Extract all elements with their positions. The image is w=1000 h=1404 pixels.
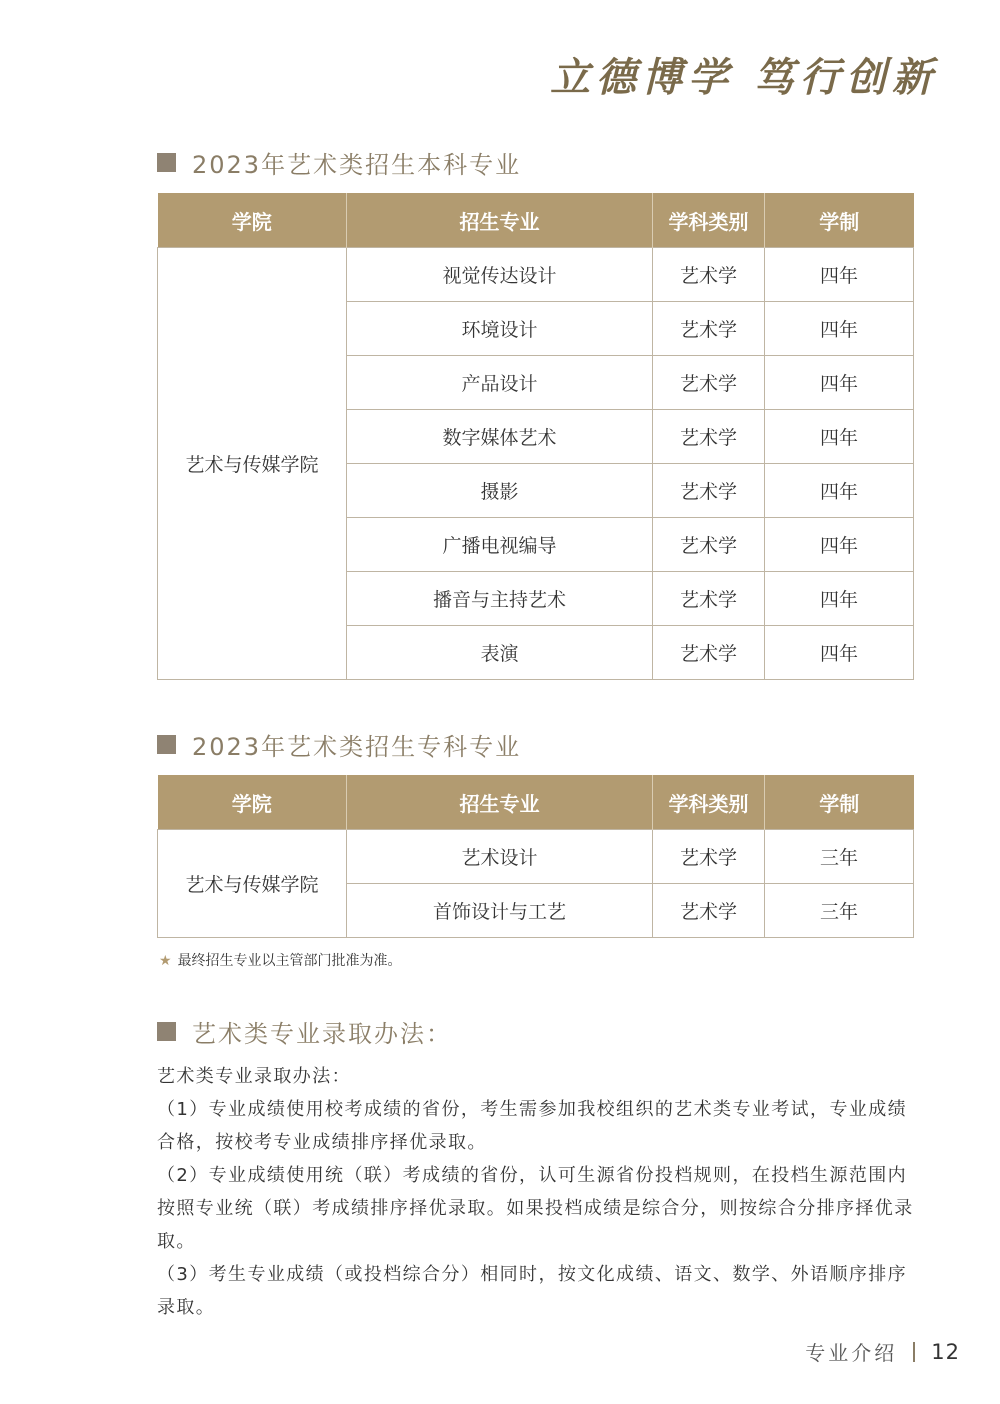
- star-icon: ★: [159, 953, 172, 969]
- rule-paragraph: （3）考生专业成绩（或投档综合分）相同时，按文化成绩、语文、数学、外语顺序排序录取。: [157, 1264, 908, 1318]
- category-cell: 艺术学: [653, 626, 765, 680]
- major-cell: 摄影: [347, 464, 653, 518]
- header-duration: 学制: [765, 775, 914, 830]
- duration-cell: 四年: [765, 248, 914, 302]
- motto-calligraphy: 立德博学 笃行创新: [550, 54, 938, 101]
- major-cell: 表演: [347, 626, 653, 680]
- category-cell: 艺术学: [653, 830, 765, 884]
- footnote-text: 最终招生专业以主管部门批准为准。: [177, 953, 402, 969]
- category-cell: 艺术学: [653, 884, 765, 938]
- major-cell: 产品设计: [347, 356, 653, 410]
- admission-rules-text: [157, 1060, 917, 1324]
- header-college: 学院: [158, 775, 347, 830]
- category-cell: 艺术学: [653, 410, 765, 464]
- page-number: 12: [931, 1339, 960, 1364]
- major-cell: 播音与主持艺术: [347, 572, 653, 626]
- college-cell: 艺术与传媒学院: [158, 830, 347, 938]
- footnote: [159, 950, 402, 970]
- header-major: 招生专业: [347, 775, 653, 830]
- duration-cell: 三年: [765, 830, 914, 884]
- major-cell: 环境设计: [347, 302, 653, 356]
- major-cell: 数字媒体艺术: [347, 410, 653, 464]
- duration-cell: 四年: [765, 518, 914, 572]
- duration-cell: 三年: [765, 884, 914, 938]
- section-title-text: 2023年艺术类招生本科专业: [192, 150, 522, 179]
- section-title-junior-college: [157, 729, 521, 759]
- page-footer: [805, 1337, 960, 1366]
- square-bullet-icon: [157, 153, 176, 172]
- duration-cell: 四年: [765, 572, 914, 626]
- duration-cell: 四年: [765, 464, 914, 518]
- major-cell: 广播电视编导: [347, 518, 653, 572]
- category-cell: 艺术学: [653, 248, 765, 302]
- duration-cell: 四年: [765, 302, 914, 356]
- major-cell: 艺术设计: [347, 830, 653, 884]
- junior-college-majors-table: [157, 775, 914, 938]
- major-cell: 视觉传达设计: [347, 248, 653, 302]
- table-row: [158, 830, 914, 884]
- table-header-row: [158, 775, 914, 830]
- category-cell: 艺术学: [653, 356, 765, 410]
- section-title-undergraduate: [157, 147, 521, 177]
- header-duration: 学制: [765, 193, 914, 248]
- duration-cell: 四年: [765, 410, 914, 464]
- section-title-admission: [157, 1016, 452, 1046]
- duration-cell: 四年: [765, 626, 914, 680]
- college-cell: 艺术与传媒学院: [158, 248, 347, 680]
- footer-label: 专业介绍: [805, 1341, 898, 1365]
- table-header-row: [158, 193, 914, 248]
- header-category: 学科类别: [653, 193, 765, 248]
- header-category: 学科类别: [653, 775, 765, 830]
- category-cell: 艺术学: [653, 464, 765, 518]
- undergraduate-majors-table: [157, 193, 914, 680]
- table-row: [158, 248, 914, 302]
- category-cell: 艺术学: [653, 302, 765, 356]
- header-major: 招生专业: [347, 193, 653, 248]
- category-cell: 艺术学: [653, 518, 765, 572]
- duration-cell: 四年: [765, 356, 914, 410]
- major-cell: 首饰设计与工艺: [347, 884, 653, 938]
- square-bullet-icon: [157, 735, 176, 754]
- footer-divider: [913, 1342, 915, 1362]
- category-cell: 艺术学: [653, 572, 765, 626]
- header-college: 学院: [158, 193, 347, 248]
- section-title-text: 2023年艺术类招生专科专业: [192, 732, 522, 761]
- rule-paragraph: （2）专业成绩使用统（联）考成绩的省份，认可生源省份投档规则，在投档生源范围内按照专业统（联）考成绩排序择优录取。如果投档成绩是综合分，则按综合分排序择优录取。: [157, 1165, 914, 1252]
- section-title-text: 艺术类专业录取办法：: [192, 1019, 452, 1048]
- intro-paragraph: 艺术类专业录取办法：: [157, 1066, 351, 1087]
- square-bullet-icon: [157, 1022, 176, 1041]
- rule-paragraph: （1）专业成绩使用校考成绩的省份，考生需参加我校组织的艺术类专业考试，专业成绩合格，按校考专业成绩排序择优录取。: [157, 1099, 908, 1153]
